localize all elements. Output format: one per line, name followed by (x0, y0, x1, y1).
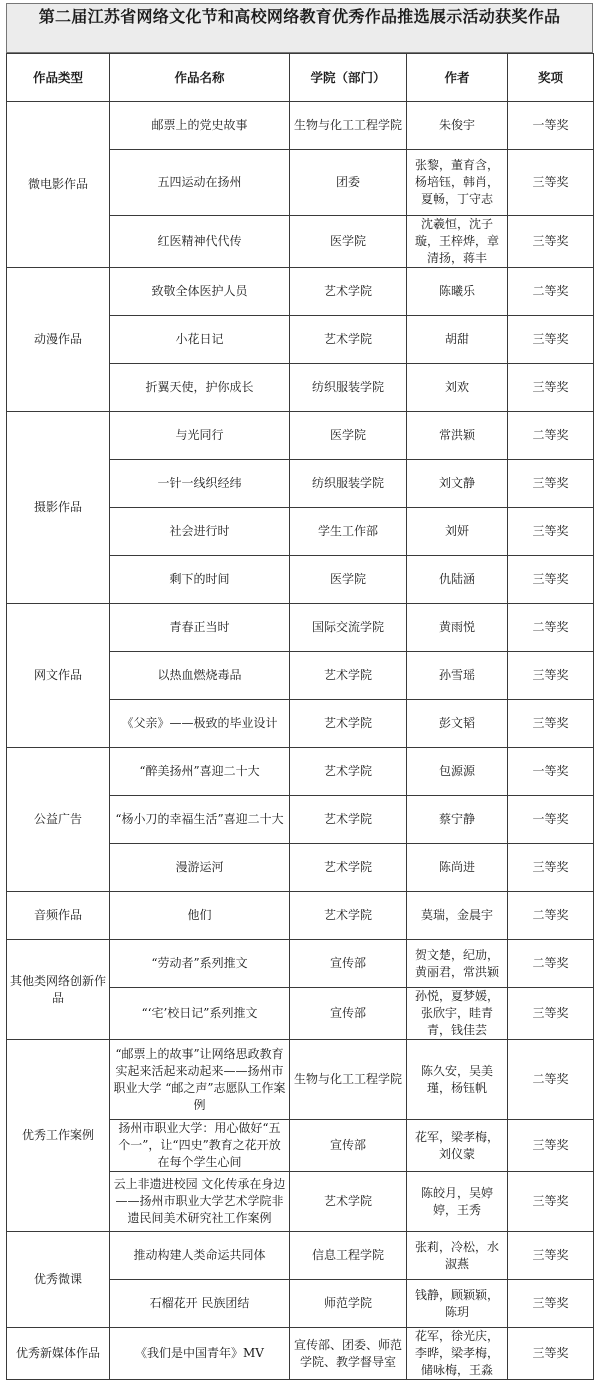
work-name-cell: 折翼天使，护你成长 (110, 364, 290, 412)
college-cell: 艺术学院 (290, 268, 407, 316)
author-cell: 张莉，冷松，水淑燕 (407, 1232, 508, 1280)
author-cell: 黄雨悦 (407, 604, 508, 652)
category-cell: 其他类网络创新作品 (7, 940, 110, 1040)
author-cell: 彭文韬 (407, 700, 508, 748)
table-row (7, 892, 594, 940)
author-cell: 刘欢 (407, 364, 508, 412)
work-name-cell: 社会进行时 (110, 508, 290, 556)
college-cell: 医学院 (290, 412, 407, 460)
category-cell: 网文作品 (7, 604, 110, 748)
category-cell: 微电影作品 (7, 102, 110, 268)
award-cell: 三等奖 (508, 316, 594, 364)
work-name-cell: 邮票上的党史故事 (110, 102, 290, 150)
college-cell: 国际交流学院 (290, 604, 407, 652)
college-cell: 艺术学院 (290, 892, 407, 940)
college-cell: 艺术学院 (290, 796, 407, 844)
work-name-cell: 他们 (110, 892, 290, 940)
header-author: 作者 (407, 54, 508, 102)
award-cell: 一等奖 (508, 796, 594, 844)
award-cell: 三等奖 (508, 1172, 594, 1232)
work-name-cell: 石榴花开 民族团结 (110, 1280, 290, 1328)
author-cell: 沈羲恒，沈子璇，王梓烨，章清扬，蒋丰 (407, 216, 508, 268)
author-cell: 贺文楚，纪劢，黄丽君，常洪颖 (407, 940, 508, 988)
category-cell: 优秀微课 (7, 1232, 110, 1328)
award-cell: 二等奖 (508, 412, 594, 460)
work-name-cell: 致敬全体医护人员 (110, 268, 290, 316)
college-cell: 医学院 (290, 216, 407, 268)
college-cell: 宣传部、团委、师范学院、教学督导室 (290, 1328, 407, 1380)
table-row (7, 1328, 594, 1380)
author-cell: 朱俊宇 (407, 102, 508, 150)
work-name-cell: 红医精神代代传 (110, 216, 290, 268)
category-cell: 优秀工作案例 (7, 1040, 110, 1232)
table-row (7, 268, 594, 316)
author-cell: 常洪颖 (407, 412, 508, 460)
college-cell: 艺术学院 (290, 700, 407, 748)
author-cell: 刘文静 (407, 460, 508, 508)
college-cell: 艺术学院 (290, 844, 407, 892)
author-cell: 张黎，董育含，杨培钰，韩肖，夏畅，丁守志 (407, 150, 508, 216)
awards-body (7, 102, 594, 1380)
award-cell: 二等奖 (508, 940, 594, 988)
category-cell: 动漫作品 (7, 268, 110, 412)
college-cell: 医学院 (290, 556, 407, 604)
author-cell: 胡甜 (407, 316, 508, 364)
work-name-cell: 以热血燃烧毒品 (110, 652, 290, 700)
category-cell: 优秀新媒体作品 (7, 1328, 110, 1380)
author-cell: 陈久安，吴美瑾，杨钰帆 (407, 1040, 508, 1120)
college-cell: 学生工作部 (290, 508, 407, 556)
work-name-cell: 剩下的时间 (110, 556, 290, 604)
college-cell: 宣传部 (290, 1120, 407, 1172)
award-cell: 三等奖 (508, 364, 594, 412)
college-cell: 生物与化工工程学院 (290, 102, 407, 150)
header-award: 奖项 (508, 54, 594, 102)
award-cell: 三等奖 (508, 988, 594, 1040)
category-cell: 摄影作品 (7, 412, 110, 604)
table-row (7, 1232, 594, 1280)
author-cell: 仇陆涵 (407, 556, 508, 604)
college-cell: 艺术学院 (290, 1172, 407, 1232)
college-cell: 宣传部 (290, 988, 407, 1040)
author-cell: 孙悦，夏梦媛，张欣宇，眭青青，钱佳芸 (407, 988, 508, 1040)
header-row (7, 54, 594, 102)
table-row (7, 940, 594, 988)
college-cell: 纺织服装学院 (290, 364, 407, 412)
author-cell: 陈曦乐 (407, 268, 508, 316)
college-cell: 艺术学院 (290, 652, 407, 700)
college-cell: 生物与化工工程学院 (290, 1040, 407, 1120)
award-cell: 三等奖 (508, 508, 594, 556)
award-cell: 三等奖 (508, 652, 594, 700)
award-cell: 三等奖 (508, 1328, 594, 1380)
work-name-cell: 青春正当时 (110, 604, 290, 652)
sheet-title: 第二届江苏省网络文化节和高校网络教育优秀作品推选展示活动获奖作品 (6, 3, 593, 53)
author-cell: 花军，徐光庆，李晔，梁孝梅，储咏梅，王淼 (407, 1328, 508, 1380)
award-cell: 三等奖 (508, 1120, 594, 1172)
work-name-cell: 漫游运河 (110, 844, 290, 892)
awards-table (6, 53, 594, 1380)
award-cell: 三等奖 (508, 1280, 594, 1328)
table-row (7, 412, 594, 460)
table-row (7, 1040, 594, 1120)
work-name-cell: 与光同行 (110, 412, 290, 460)
header-type: 作品类型 (7, 54, 110, 102)
author-cell: 刘妍 (407, 508, 508, 556)
award-cell: 一等奖 (508, 748, 594, 796)
award-cell: 二等奖 (508, 268, 594, 316)
work-name-cell: 小花日记 (110, 316, 290, 364)
work-name-cell: “邮票上的故事”让网络思政教育实起来活起来动起来——扬州市职业大学 “邮之声”志愿队工作案例 (110, 1040, 290, 1120)
work-name-cell: 云上非遗进校园 文化传承在身边 ——扬州市职业大学艺术学院非遗民间美术研究社工作案例 (110, 1172, 290, 1232)
author-cell: 陈尚进 (407, 844, 508, 892)
author-cell: 蔡宁静 (407, 796, 508, 844)
author-cell: 陈皎月，吴婷婷，王秀 (407, 1172, 508, 1232)
award-cell: 二等奖 (508, 1040, 594, 1120)
college-cell: 艺术学院 (290, 316, 407, 364)
author-cell: 包源源 (407, 748, 508, 796)
category-cell: 公益广告 (7, 748, 110, 892)
award-cell: 三等奖 (508, 556, 594, 604)
work-name-cell: 《我们是中国青年》MV (110, 1328, 290, 1380)
award-cell: 三等奖 (508, 844, 594, 892)
college-cell: 信息工程学院 (290, 1232, 407, 1280)
award-cell: 二等奖 (508, 892, 594, 940)
work-name-cell: “醉美扬州”喜迎二十大 (110, 748, 290, 796)
work-name-cell: 推动构建人类命运共同体 (110, 1232, 290, 1280)
work-name-cell: 五四运动在扬州 (110, 150, 290, 216)
category-cell: 音频作品 (7, 892, 110, 940)
award-cell: 三等奖 (508, 700, 594, 748)
work-name-cell: “‘宅’校日记”系列推文 (110, 988, 290, 1040)
author-cell: 花军，梁孝梅，刘仪蒙 (407, 1120, 508, 1172)
work-name-cell: “杨小刀的幸福生活”喜迎二十大 (110, 796, 290, 844)
award-cell: 三等奖 (508, 150, 594, 216)
table-row (7, 748, 594, 796)
college-cell: 纺织服装学院 (290, 460, 407, 508)
table-row (7, 604, 594, 652)
work-name-cell: 一针一线织经纬 (110, 460, 290, 508)
award-cell: 三等奖 (508, 1232, 594, 1280)
award-cell: 三等奖 (508, 460, 594, 508)
header-name: 作品名称 (110, 54, 290, 102)
author-cell: 孙雪瑶 (407, 652, 508, 700)
author-cell: 钱静，顾颖颖，陈玥 (407, 1280, 508, 1328)
award-cell: 二等奖 (508, 604, 594, 652)
college-cell: 宣传部 (290, 940, 407, 988)
college-cell: 艺术学院 (290, 748, 407, 796)
author-cell: 莫瑞，金晨宇 (407, 892, 508, 940)
work-name-cell: 扬州市职业大学：用心做好“五个一”，让“四史”教育之花开放在每个学生心间 (110, 1120, 290, 1172)
college-cell: 师范学院 (290, 1280, 407, 1328)
college-cell: 团委 (290, 150, 407, 216)
header-college: 学院（部门） (290, 54, 407, 102)
table-row (7, 102, 594, 150)
award-cell: 三等奖 (508, 216, 594, 268)
work-name-cell: 《父亲》——极致的毕业设计 (110, 700, 290, 748)
work-name-cell: “劳动者”系列推文 (110, 940, 290, 988)
award-cell: 一等奖 (508, 102, 594, 150)
